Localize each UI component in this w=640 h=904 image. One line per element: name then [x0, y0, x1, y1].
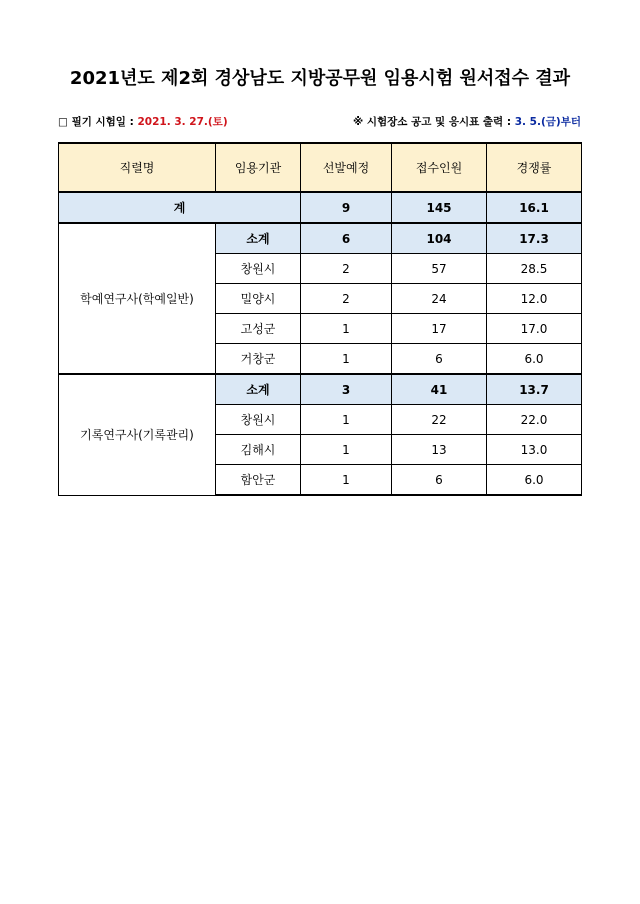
subtotal-planned: 6 — [301, 223, 392, 254]
results-table — [58, 142, 582, 496]
total-label: 계 — [59, 192, 301, 223]
rate-cell: 28.5 — [487, 254, 582, 284]
applicants-cell: 17 — [392, 314, 487, 344]
ticket-print-note — [353, 114, 581, 129]
agency-cell: 고성군 — [216, 314, 301, 344]
subtotal-rate: 13.7 — [487, 374, 582, 405]
header-applicants: 접수인원 — [392, 143, 487, 192]
planned-cell: 1 — [301, 405, 392, 435]
applicants-cell: 22 — [392, 405, 487, 435]
applicants-cell: 6 — [392, 344, 487, 375]
notes-row — [58, 114, 581, 130]
exam-date-label: □ 필기 시험일 : — [58, 116, 138, 128]
rate-cell: 12.0 — [487, 284, 582, 314]
total-applicants: 145 — [392, 192, 487, 223]
planned-cell: 1 — [301, 435, 392, 465]
total-row — [59, 192, 582, 223]
total-planned: 9 — [301, 192, 392, 223]
rate-cell: 17.0 — [487, 314, 582, 344]
agency-cell: 창원시 — [216, 254, 301, 284]
subtotal-label: 소계 — [216, 374, 301, 405]
rate-cell: 6.0 — [487, 344, 582, 375]
header-agency: 임용기관 — [216, 143, 301, 192]
header-row — [59, 143, 582, 192]
rate-cell: 13.0 — [487, 435, 582, 465]
total-rate: 16.1 — [487, 192, 582, 223]
planned-cell: 1 — [301, 344, 392, 375]
subtotal-rate: 17.3 — [487, 223, 582, 254]
table-row — [59, 223, 582, 254]
planned-cell: 1 — [301, 465, 392, 496]
ticket-print-value: 3. 5.(금)부터 — [514, 116, 581, 128]
category-cell: 기록연구사(기록관리) — [59, 374, 216, 495]
category-cell: 학예연구사(학예일반) — [59, 223, 216, 374]
applicants-cell: 6 — [392, 465, 487, 496]
header-category: 직렬명 — [59, 143, 216, 192]
applicants-cell: 57 — [392, 254, 487, 284]
exam-date-note — [58, 114, 228, 129]
table-row — [59, 374, 582, 405]
subtotal-label: 소계 — [216, 223, 301, 254]
header-rate: 경쟁률 — [487, 143, 582, 192]
subtotal-applicants: 104 — [392, 223, 487, 254]
agency-cell: 함안군 — [216, 465, 301, 496]
planned-cell: 1 — [301, 314, 392, 344]
rate-cell: 22.0 — [487, 405, 582, 435]
agency-cell: 거창군 — [216, 344, 301, 375]
header-planned: 선발예정 — [301, 143, 392, 192]
applicants-cell: 24 — [392, 284, 487, 314]
agency-cell: 김해시 — [216, 435, 301, 465]
subtotal-planned: 3 — [301, 374, 392, 405]
page-title: 2021년도 제2회 경상남도 지방공무원 임용시험 원서접수 결과 — [69, 68, 571, 89]
exam-date-value: 2021. 3. 27.(토) — [137, 116, 228, 128]
planned-cell: 2 — [301, 254, 392, 284]
rate-cell: 6.0 — [487, 465, 582, 496]
ticket-print-label: ※ 시험장소 공고 및 응시표 출력 : — [353, 116, 515, 128]
agency-cell: 창원시 — [216, 405, 301, 435]
planned-cell: 2 — [301, 284, 392, 314]
subtotal-applicants: 41 — [392, 374, 487, 405]
applicants-cell: 13 — [392, 435, 487, 465]
agency-cell: 밀양시 — [216, 284, 301, 314]
